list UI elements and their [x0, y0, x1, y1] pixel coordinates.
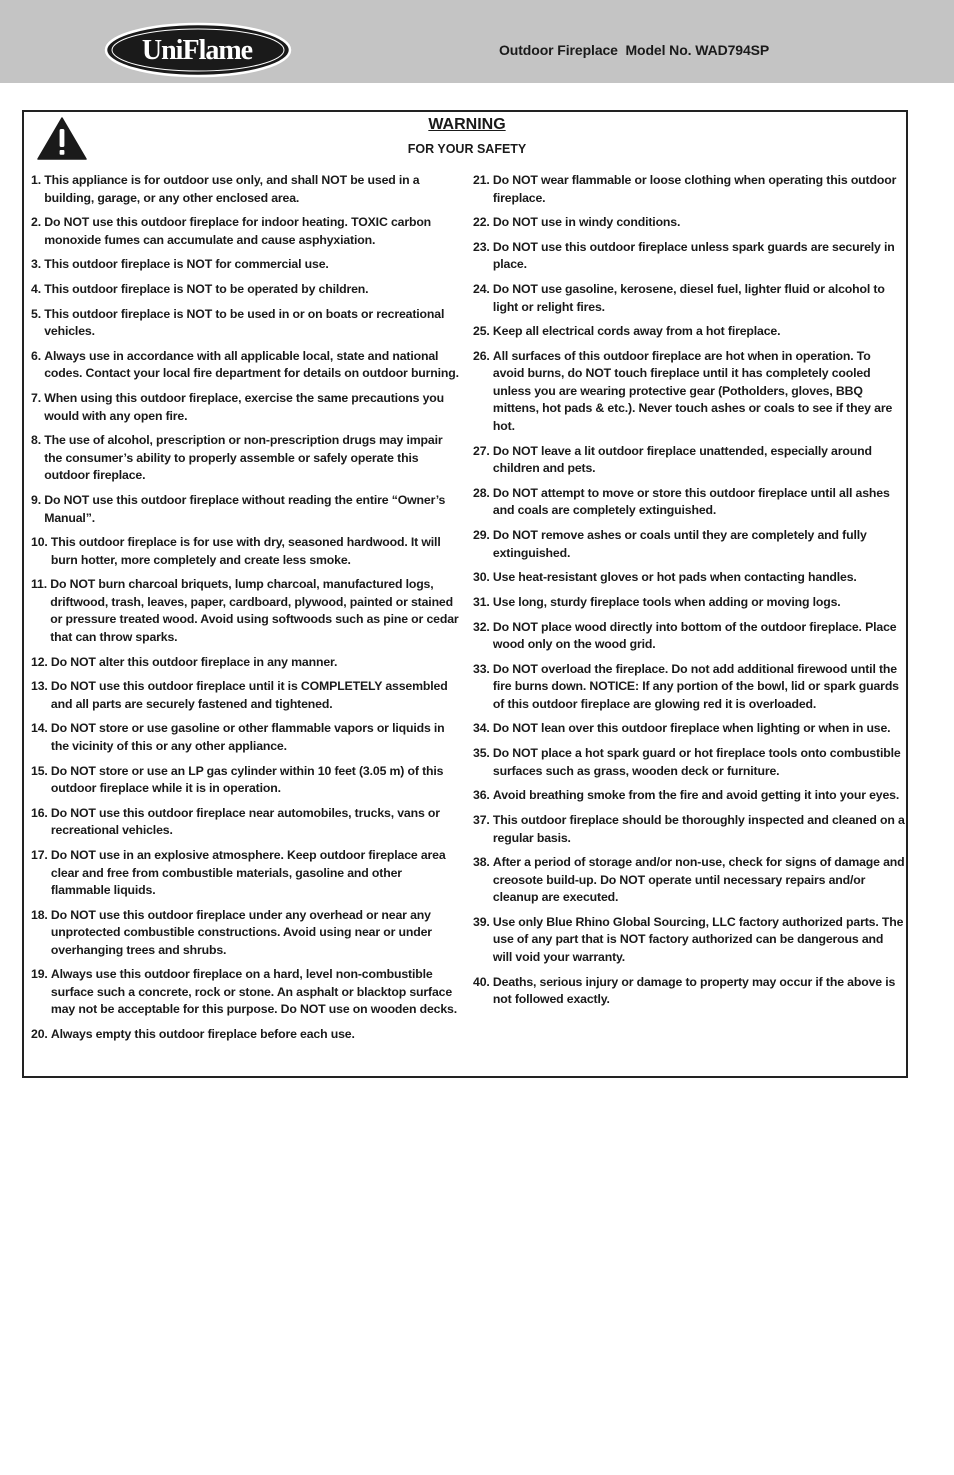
warning-item-number: 11.	[31, 577, 51, 592]
warning-item	[31, 576, 463, 646]
warning-item-number: 20.	[31, 1027, 51, 1042]
warning-item-text: Do NOT use in windy conditions.	[492, 215, 681, 230]
warning-item-number: 17.	[31, 848, 51, 862]
warning-item-number: 28.	[473, 485, 493, 500]
warning-title: WARNING	[428, 116, 506, 133]
warning-item	[473, 239, 905, 274]
warning-item	[473, 812, 905, 847]
warning-item-number: 3.	[31, 257, 45, 272]
warning-item	[31, 654, 463, 672]
warning-item-text: Do NOT overload the fireplace. Do not add additional firewood until the fire burns down. NOTICE: If any portion of the bowl, lid or spark guards of this outdoor fireplace are glowing red it is overloaded.	[492, 661, 899, 711]
warning-item	[31, 256, 463, 274]
warning-item	[31, 172, 463, 207]
warning-item	[31, 678, 463, 713]
warning-item	[31, 390, 463, 425]
warning-item-number: 21.	[473, 173, 493, 187]
warning-item-text: Do NOT use this outdoor fireplace for indoor heating. TOXIC carbon monoxide fumes can accumulate and cause asphyxiation.	[44, 215, 432, 247]
warning-item	[473, 720, 905, 738]
warning-item-number: 32.	[473, 619, 493, 634]
warning-item-text: Always use this outdoor fireplace on a hard, level non-combustible surface such a concrete, rock or stone. An asphalt or blacktop surface may not be acceptable for this purpose. Do NOT use on wooden decks.	[50, 967, 457, 1017]
warning-item	[473, 619, 905, 654]
warning-item-number: 10.	[31, 535, 51, 550]
warning-item	[473, 854, 905, 907]
warning-item	[31, 805, 463, 840]
warning-item	[473, 745, 905, 780]
warning-item-number: 18.	[31, 907, 51, 922]
warning-item	[473, 485, 905, 520]
warning-item-text: All surfaces of this outdoor fireplace are hot when in operation. To avoid burns, do NOT touch fireplace until it has completely cooled unless you are wearing protective gear (Potholders, gloves, BBQ mittens, hot pads & etc.). Never touch ashes or coals to see if they are hot.	[492, 348, 893, 433]
warning-item	[473, 443, 905, 478]
warning-item	[31, 1026, 463, 1044]
warning-item-text: This outdoor fireplace should be thoroughly inspected and cleaned on a regular basis.	[492, 813, 905, 845]
warning-item-text: Do NOT use in an explosive atmosphere. Keep outdoor fireplace area clear and free from combustible materials, gasoline and other flammable liquids.	[50, 848, 446, 897]
warning-item-number: 2.	[31, 215, 45, 230]
warning-item-text: When using this outdoor fireplace, exercise the same precautions you would with any open fire.	[44, 391, 445, 423]
warning-item-number: 4.	[31, 282, 45, 297]
warning-item-text: After a period of storage and/or non-use, check for signs of damage and creosote build-up. Do NOT operate until necessary repairs and/or cleanup are executed.	[492, 855, 905, 905]
warning-item-number: 33.	[473, 661, 493, 676]
warning-item	[31, 281, 463, 299]
warning-item-number: 12.	[31, 654, 51, 669]
warning-item-text: Do NOT store or use gasoline or other flammable vapors or liquids in the vicinity of this or any other appliance.	[50, 721, 445, 753]
warning-item-number: 34.	[473, 721, 493, 736]
warning-item	[473, 281, 905, 316]
warning-list-left	[31, 172, 463, 1051]
warning-item-text: This outdoor fireplace is NOT to be operated by children.	[44, 282, 369, 297]
warning-item-number: 38.	[473, 855, 493, 870]
warning-item-text: Do NOT attempt to move or store this outdoor fireplace until all ashes and coals are completely extinguished.	[492, 485, 890, 518]
warning-item-number: 6.	[31, 348, 45, 363]
warning-item-text: Do NOT lean over this outdoor fireplace when lighting or when in use.	[492, 721, 891, 736]
warning-item-text: Keep all electrical cords away from a hot fireplace.	[492, 324, 781, 339]
warning-item-text: Do NOT store or use an LP gas cylinder within 10 feet (3.05 m) of this outdoor fireplace while it is in operation.	[50, 763, 444, 796]
warning-item-number: 27.	[473, 443, 493, 458]
warning-item-number: 9.	[31, 493, 45, 507]
warning-item-number: 5.	[31, 306, 45, 321]
warning-item	[473, 787, 905, 805]
warning-item-text: Do NOT use this outdoor fireplace under any overhead or near any unprotected combustible constructions. Avoid using near or under overhanging trees and shrubs.	[50, 907, 432, 957]
warning-item	[31, 348, 463, 383]
warning-item	[31, 492, 463, 527]
warning-item-text: This outdoor fireplace is NOT to be used in or on boats or recreational vehicles.	[44, 306, 445, 339]
warning-item	[473, 594, 905, 612]
warning-item	[31, 214, 463, 249]
warning-item-text: Do NOT use this outdoor fireplace without reading the entire “Owner’s Manual”.	[44, 493, 446, 525]
warning-item	[473, 569, 905, 587]
warning-item-number: 15.	[31, 763, 51, 778]
warning-item-text: This outdoor fireplace is for use with dry, seasoned hardwood. It will burn hotter, more completely and create less smoke.	[50, 535, 441, 567]
warning-item-number: 24.	[473, 282, 493, 297]
warning-item-number: 36.	[473, 788, 493, 803]
warning-item-text: Do NOT burn charcoal briquets, lump charcoal, manufactured logs, driftwood, trash, leaves, paper, cardboard, plywood, painted or stained or pressure treated wood. Avoid using softwoods such as pine or cedar that can throw sparks.	[50, 577, 459, 644]
warning-item-text: Do NOT place a hot spark guard or hot fireplace tools onto combustible surfaces such as grass, wooden deck or furniture.	[492, 746, 901, 778]
warning-item-text: Use only Blue Rhino Global Sourcing, LLC factory authorized parts. The use of any part that is NOT factory authorized can be dangerous and will void your warranty.	[492, 914, 904, 964]
warning-item	[473, 661, 905, 714]
warning-subtitle: FOR YOUR SAFETY	[407, 142, 527, 156]
warning-item	[473, 914, 905, 967]
warning-item-text: Do NOT use this outdoor fireplace near automobiles, trucks, vans or recreational vehicles.	[50, 805, 440, 838]
warning-item	[473, 214, 905, 232]
logo-text: UniFlame	[141, 35, 253, 66]
warning-item-number: 40.	[473, 974, 493, 989]
warning-item-number: 31.	[473, 594, 493, 609]
warning-item	[31, 306, 463, 341]
warning-item	[31, 720, 463, 755]
warning-item	[31, 432, 463, 485]
warning-item-text: Do NOT leave a lit outdoor fireplace unattended, especially around children and pets.	[492, 443, 872, 476]
warning-item-number: 22.	[473, 215, 493, 230]
warning-item	[31, 763, 463, 798]
warning-item-text: Use long, sturdy fireplace tools when adding or moving logs.	[492, 594, 841, 609]
warning-item-text: This outdoor fireplace is NOT for commercial use.	[44, 257, 329, 272]
warning-item-number: 8.	[31, 433, 45, 448]
warning-item-number: 26.	[473, 348, 493, 363]
warning-item-number: 13.	[31, 679, 51, 694]
warning-item-number: 29.	[473, 528, 493, 542]
warning-item	[473, 323, 905, 341]
warning-item	[473, 172, 905, 207]
warning-item	[31, 847, 463, 900]
warning-item	[473, 527, 905, 562]
warning-item-number: 1.	[31, 173, 45, 187]
warning-item-text: Do NOT alter this outdoor fireplace in any manner.	[50, 654, 338, 669]
warning-item	[473, 348, 905, 436]
header-title: Outdoor Fireplace Model No. WAD794SP	[499, 42, 770, 58]
warning-item-text: Always empty this outdoor fireplace before each use.	[50, 1027, 355, 1042]
warning-item-text: Do NOT use gasoline, kerosene, diesel fuel, lighter fluid or alcohol to light or relight fires.	[492, 282, 885, 314]
warning-item-number: 14.	[31, 721, 51, 736]
warning-item-text: Do NOT place wood directly into bottom of the outdoor fireplace. Place wood only on the wood grid.	[492, 619, 897, 652]
warning-item-text: The use of alcohol, prescription or non-prescription drugs may impair the consumer’s ability to properly assemble or safely operate this outdoor fireplace.	[44, 433, 443, 483]
warning-item-text: Always use in accordance with all applicable local, state and national codes. Contact your local fire department for details on outdoor burning.	[44, 348, 459, 381]
warning-item-number: 25.	[473, 324, 493, 339]
warning-item-text: Use heat-resistant gloves or hot pads when contacting handles.	[492, 570, 857, 585]
warning-item-number: 19.	[31, 967, 51, 982]
warning-item-text: Deaths, serious injury or damage to property may occur if the above is not followed exactly.	[492, 974, 896, 1007]
warning-item-number: 7.	[31, 391, 45, 406]
warning-item-number: 30.	[473, 570, 493, 585]
warning-item-number: 35.	[473, 746, 493, 761]
warning-item-number: 37.	[473, 813, 493, 827]
warning-item	[473, 974, 905, 1009]
warning-item-number: 39.	[473, 914, 493, 929]
warning-item-number: 16.	[31, 805, 51, 820]
warning-item-text: This appliance is for outdoor use only, and shall NOT be used in a building, garage, or any other enclosed area.	[44, 173, 420, 205]
uniflame-logo	[104, 22, 292, 78]
warning-item	[31, 534, 463, 569]
warning-item	[31, 966, 463, 1019]
warning-item-text: Do NOT use this outdoor fireplace unless spark guards are securely in place.	[492, 239, 895, 272]
warning-item-text: Avoid breathing smoke from the fire and avoid getting it into your eyes.	[492, 788, 900, 803]
warning-item-number: 23.	[473, 239, 493, 254]
warning-item-text: Do NOT wear flammable or loose clothing when operating this outdoor fireplace.	[492, 173, 897, 205]
warning-item	[31, 907, 463, 960]
warning-item-text: Do NOT remove ashes or coals until they are completely and fully extinguished.	[492, 528, 867, 560]
warning-item-text: Do NOT use this outdoor fireplace until it is COMPLETELY assembled and all parts are securely fastened and tightened.	[50, 679, 448, 711]
warning-list-right	[473, 172, 905, 1016]
